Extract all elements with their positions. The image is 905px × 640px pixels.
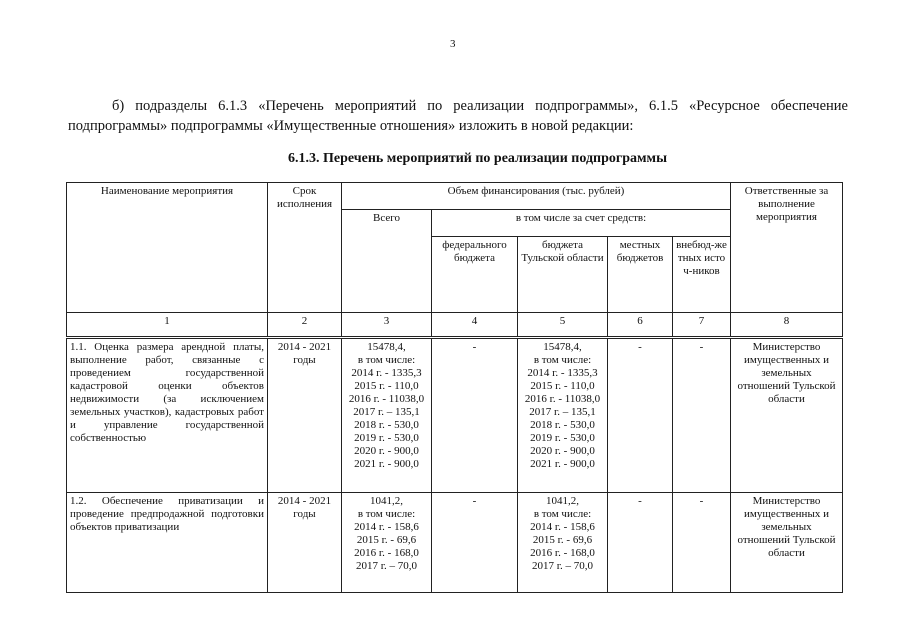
intro-paragraph: б) подразделы 6.1.3 «Перечень мероприятий по реализации подпрограммы», 6.1.5 «Ресурсное обеспечение подпрограммы» подпрограммы «Имущественные отношения» изложить в новой редакции: bbox=[68, 98, 848, 134]
column-number: 7 bbox=[673, 313, 731, 338]
measure-term: 2014 - 2021 годы bbox=[268, 338, 342, 493]
measure-extra: - bbox=[673, 493, 731, 593]
measure-responsible: Министерство имущественных и земельных отношений Тульской области bbox=[731, 338, 843, 493]
header-total: Всего bbox=[342, 210, 432, 313]
measure-responsible: Министерство имущественных и земельных отношений Тульской области bbox=[731, 493, 843, 593]
measure-local: - bbox=[608, 493, 673, 593]
column-number: 5 bbox=[518, 313, 608, 338]
measure-total: 15478,4, в том числе: 2014 г. - 1335,3 2015 г. - 110,0 2016 г. - 11038,0 2017 г. – 135,1 2018 г. - 530,0 2019 г. - 530,0 2020 г. - 900,0 2021 г. - 900,0 bbox=[342, 338, 432, 493]
measure-total: 1041,2, в том числе: 2014 г. - 158,6 2015 г. - 69,6 2016 г. - 168,0 2017 г. – 70,0 bbox=[342, 493, 432, 593]
measure-regional: 1041,2, в том числе: 2014 г. - 158,6 2015 г. - 69,6 2016 г. - 168,0 2017 г. – 70,0 bbox=[518, 493, 608, 593]
column-number: 8 bbox=[731, 313, 843, 338]
header-extra: внебюд-жетных источ-ников bbox=[673, 237, 731, 313]
page-number: 3 bbox=[450, 38, 456, 50]
measure-extra: - bbox=[673, 338, 731, 493]
measure-federal: - bbox=[432, 493, 518, 593]
header-name: Наименование мероприятия bbox=[67, 183, 268, 313]
table-row bbox=[67, 338, 843, 493]
measure-name: 1.1. Оценка размера арендной платы, выполнение работ, связанные с проведением государственной кадастровой оценки объектов недвижимости (за исключением земельных участков), кадастровых работ и управление государственной собственностью bbox=[67, 338, 268, 493]
column-number: 4 bbox=[432, 313, 518, 338]
measure-term: 2014 - 2021 годы bbox=[268, 493, 342, 593]
measure-name: 1.2. Обеспечение приватизации и проведение предпродажной подготовки объектов приватизации bbox=[67, 493, 268, 593]
column-number: 2 bbox=[268, 313, 342, 338]
measure-regional: 15478,4, в том числе: 2014 г. - 1335,3 2015 г. - 110,0 2016 г. - 11038,0 2017 г. – 135,1 2018 г. - 530,0 2019 г. - 530,0 2020 г. - 900,0 2021 г. - 900,0 bbox=[518, 338, 608, 493]
header-regional: бюджета Тульской области bbox=[518, 237, 608, 313]
header-local: местных бюджетов bbox=[608, 237, 673, 313]
column-number: 1 bbox=[67, 313, 268, 338]
header-financing: Объем финансирования (тыс. рублей) bbox=[342, 183, 731, 210]
header-federal: федерального бюджета bbox=[432, 237, 518, 313]
header-responsible: Ответственные за выполнение мероприятия bbox=[731, 183, 843, 313]
column-number: 3 bbox=[342, 313, 432, 338]
measure-local: - bbox=[608, 338, 673, 493]
table-row bbox=[67, 493, 843, 593]
measure-federal: - bbox=[432, 338, 518, 493]
column-number: 6 bbox=[608, 313, 673, 338]
header-including: в том числе за счет средств: bbox=[432, 210, 731, 237]
measures-table bbox=[66, 182, 843, 593]
section-title: 6.1.3. Перечень мероприятий по реализации подпрограммы bbox=[287, 151, 668, 166]
header-term: Срок исполнения bbox=[268, 183, 342, 313]
